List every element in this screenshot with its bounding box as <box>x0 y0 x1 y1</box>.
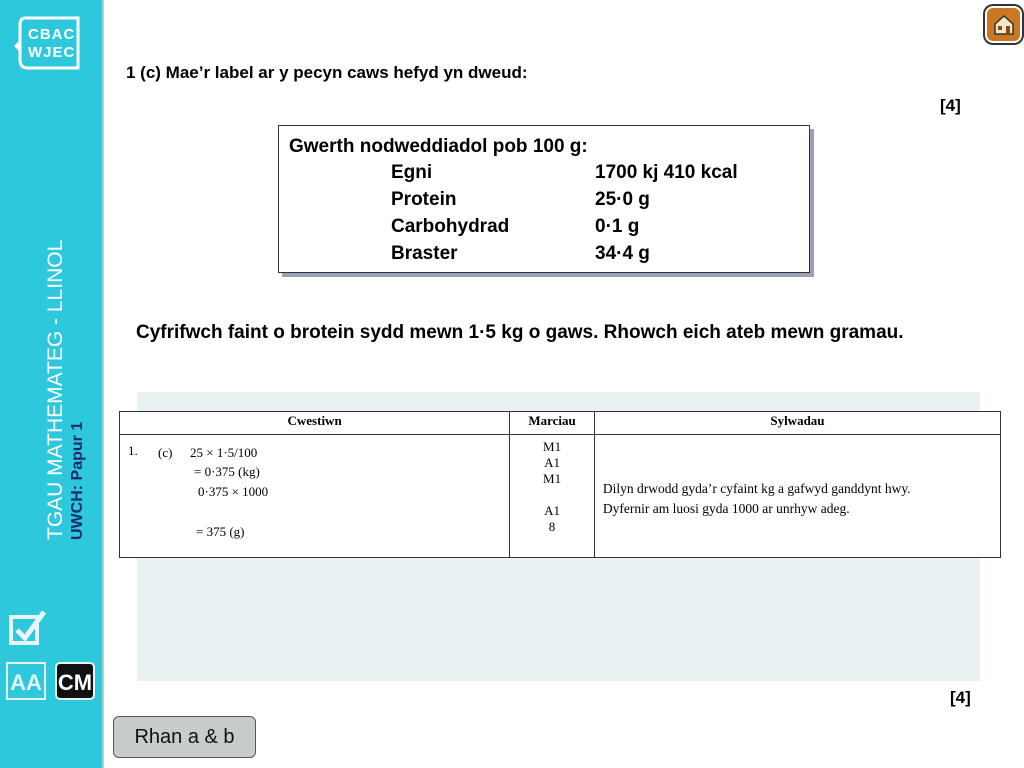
sidebar-title-line-1: TGAU MATHEMATEG - LLINOL <box>44 239 67 540</box>
nutrition-value: 34·4 g <box>595 243 650 264</box>
home-icon <box>992 13 1016 37</box>
nutrition-name: Egni <box>391 162 433 183</box>
working-line: 0·375 × 1000 <box>198 484 269 499</box>
logo-line-1: CBAC <box>28 26 76 43</box>
checkbox-icon[interactable] <box>8 608 48 648</box>
question-heading: 1 (c) Mae’r label ar y pecyn caws hefyd yn dweud: <box>126 63 528 82</box>
table-row <box>120 435 1001 558</box>
sidebar-title <box>44 140 88 540</box>
sidebar <box>0 0 104 768</box>
mark-item: A1 <box>544 455 560 470</box>
nutrition-name: Carbohydrad <box>391 216 510 237</box>
nutrition-label-heading: Gwerth nodweddiadol pob 100 g: <box>289 136 588 157</box>
cm-icon-label: CM <box>57 670 93 695</box>
sidebar-title-line-2: UWCH: Papur 1 <box>69 421 86 540</box>
nutrition-name: Braster <box>391 243 458 264</box>
comment-text <box>603 479 911 519</box>
aa-icon[interactable] <box>6 662 46 700</box>
marks-cell <box>510 435 595 558</box>
comments-cell <box>594 435 1000 558</box>
header-sylwadau: Sylwadau <box>594 412 1000 435</box>
part-a-b-button[interactable]: Rhan a & b <box>113 716 256 758</box>
logo-line-2: WJEC <box>28 44 76 61</box>
mark-item: M1 <box>543 439 562 454</box>
home-button[interactable] <box>985 6 1022 43</box>
mark-total: 8 <box>548 519 556 534</box>
comment-line: Dilyn drwodd gyda’r cyfaint kg a gafwyd ganddynt hwy. <box>602 481 911 496</box>
comment-line: Dyfernir am luosi gyda 1000 ar unrhyw adeg. <box>602 501 850 516</box>
nutrition-name: Protein <box>391 189 457 210</box>
working-line: 25 × 1·5/100 <box>190 445 258 460</box>
question-part: (c) <box>158 445 173 460</box>
header-marciau: Marciau <box>510 412 595 435</box>
mark-item: A1 <box>544 503 560 518</box>
question-number: 1. <box>128 443 138 458</box>
mark-item: M1 <box>543 471 562 486</box>
aa-icon-label: AA <box>10 670 42 695</box>
question-prompt: Cyfrifwch faint o brotein sydd mewn 1·5 kg o gaws. Rhowch eich ateb mewn gramau. <box>136 322 904 343</box>
working-line: = 0·375 (kg) <box>194 464 260 479</box>
nutrition-value: 1700 kj 410 kcal <box>595 162 738 183</box>
table-header-row <box>120 412 1001 435</box>
nutrition-value: 0·1 g <box>595 216 640 237</box>
nutrition-label <box>278 125 810 273</box>
question-marks: [4] <box>940 96 961 115</box>
cm-icon[interactable] <box>55 662 95 700</box>
working-line: = 375 (g) <box>196 524 245 539</box>
question-cell <box>120 435 510 558</box>
nutrition-value: 25·0 g <box>595 189 650 210</box>
header-cwestiwn: Cwestiwn <box>120 412 510 435</box>
logo-text <box>28 26 75 62</box>
mark-item <box>511 487 593 503</box>
mark-scheme-table <box>119 411 1001 558</box>
answer-marks: [4] <box>950 688 971 707</box>
